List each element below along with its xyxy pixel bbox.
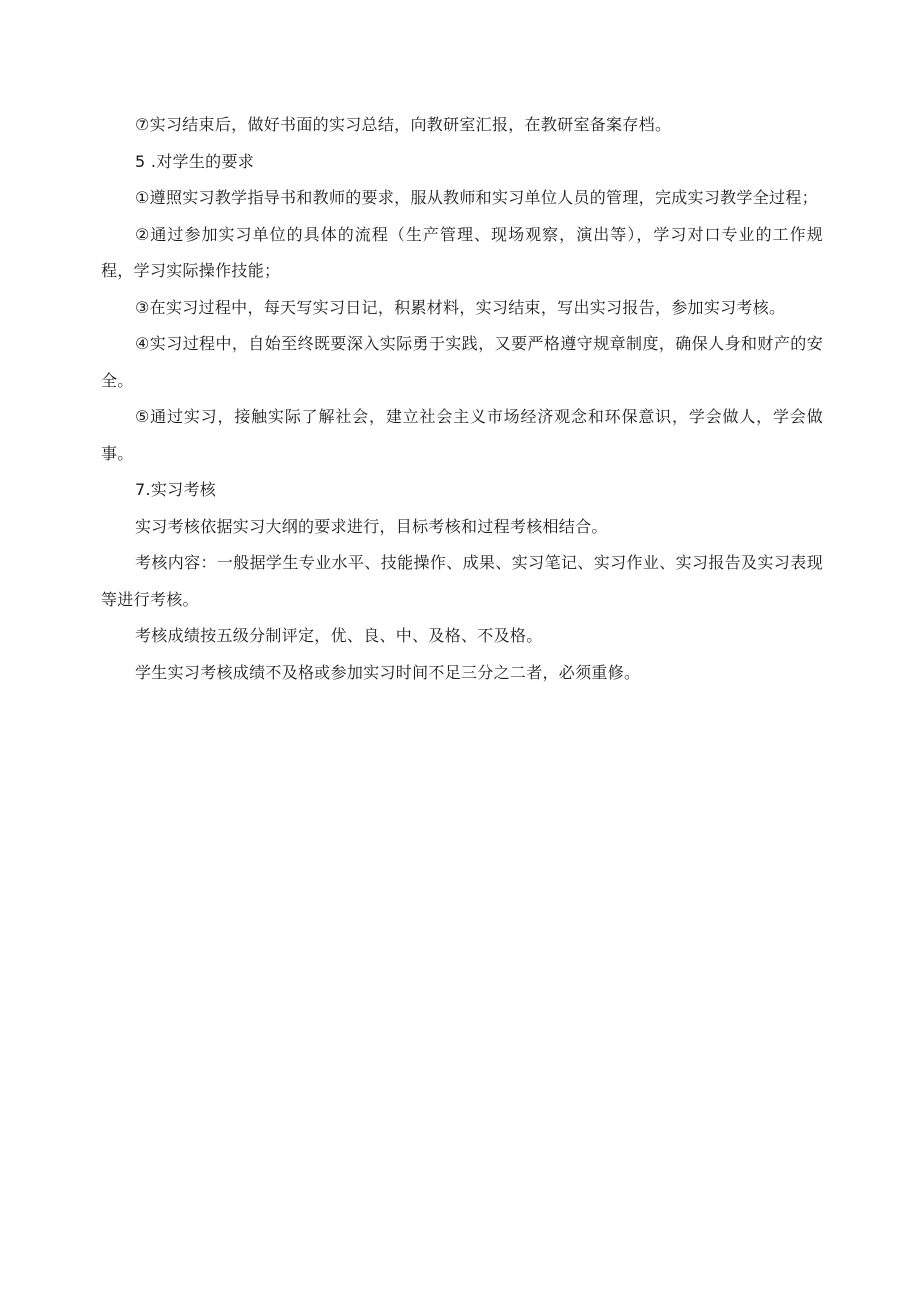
paragraph-assessment-retake: 学生实习考核成绩不及格或参加实习时间不足三分之二者，必须重修。 xyxy=(135,662,641,682)
paragraph-requirement-1: ①遵照实习教学指导书和教师的要求，服从教师和实习单位人员的管理，完成实习教学全过程； xyxy=(135,188,818,207)
paragraph-requirement-5: ⑤通过实习，接触实际了解社会，建立社会主义市场经济观念和环保意识，学会做人，学会做事。 xyxy=(101,407,823,463)
paragraph-requirement-4: ④实习过程中，自始至终既要深入实际勇于实践，又要严格遵守规章制度，确保人身和财产的安全。 xyxy=(101,334,823,390)
section-heading-student-requirements: 5 .对学生的要求 xyxy=(135,151,255,171)
paragraph-assessment-basis: 实习考核依据实习大纲的要求进行，目标考核和过程考核相结合。 xyxy=(135,516,608,536)
paragraph-assessment-grading: 考核成绩按五级分制评定，优、良、中、及格、不及格。 xyxy=(135,626,543,645)
document-body xyxy=(101,107,823,691)
paragraph-requirement-2: ②通过参加实习单位的具体的流程（生产管理、现场观察，演出等），学习对口专业的工作规程，学习实际操作技能； xyxy=(101,224,823,280)
section-heading-assessment: 7.实习考核 xyxy=(135,480,217,499)
paragraph-requirement-3: ③在实习过程中，每天写实习日记，积累材料，实习结束，写出实习报告，参加实习考核。 xyxy=(135,297,786,317)
paragraph-summary-archive: ⑦实习结束后，做好书面的实习总结，向教研室汇报，在教研室备案存档。 xyxy=(135,115,672,134)
paragraph-assessment-content: 考核内容：一般据学生专业水平、技能操作、成果、实习笔记、实习作业、实习报告及实习表现等进行考核。 xyxy=(101,553,823,609)
